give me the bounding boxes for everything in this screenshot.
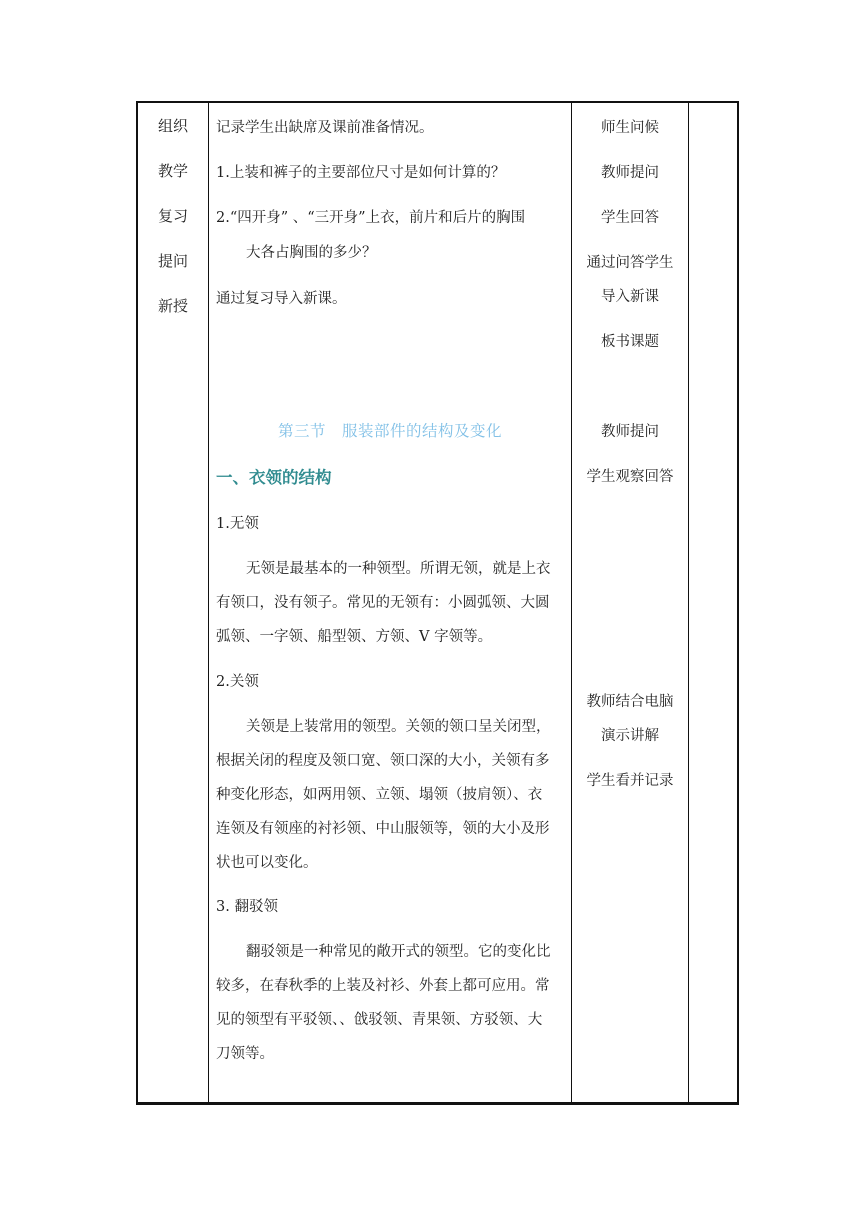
activity-label: 学生观察回答: [586, 469, 674, 485]
stage-label: 组织: [157, 117, 188, 135]
intro-line: 通过复习导入新课。: [216, 291, 347, 307]
question-2-cont: 大各占胸围的多少？: [246, 245, 377, 261]
column-divider: [688, 103, 689, 1102]
paragraph-line: 见的领型有平驳领、、戗驳领、青果领、方驳领、大: [216, 1012, 543, 1028]
paragraph-line: 根据关闭的程度及领口宽、领口深的大小，关领有多: [216, 753, 550, 769]
paragraph-line: 种变化形态，如两用领、立领、塌领（披肩领）、衣: [216, 787, 543, 803]
paragraph-line: 翻驳领是一种常见的敞开式的领型。它的变化比: [246, 944, 551, 960]
stage-label: 新授: [157, 297, 188, 315]
column-divider: [208, 103, 209, 1102]
activity-label: 导入新课: [601, 289, 659, 305]
activity-label: 板书课题: [601, 334, 659, 350]
activity-label: 演示讲解: [601, 728, 659, 744]
lesson-table: [136, 101, 739, 1105]
subheading-lapel-collar: 3. 翻驳领: [216, 899, 278, 915]
activity-label: 学生回答: [601, 210, 659, 226]
question-1: 1.上装和裤子的主要部位尺寸是如何计算的？: [216, 165, 506, 181]
activity-label: 教师提问: [601, 165, 659, 181]
question-2: 2.“四开身” 、“三开身”上衣，前片和后片的胸围: [216, 210, 526, 226]
stage-label: 教学: [157, 162, 188, 180]
paragraph-line: 无领是最基本的一种领型。所谓无领，就是上衣: [246, 561, 551, 577]
stage-label: 复习: [157, 207, 188, 225]
paragraph-line: 关领是上装常用的领型。关领的领口呈关闭型，: [246, 719, 551, 735]
paragraph-line: 较多，在春秋季的上装及衬衫、外套上都可应用。常: [216, 978, 550, 994]
activity-label: 学生看并记录: [586, 773, 674, 789]
paragraph-line: 连领及有领座的衬衫领、中山服领等，领的大小及形: [216, 821, 550, 837]
paragraph-line: 弧领、一字领、船型领、方领、V 字领等。: [216, 629, 493, 645]
paragraph-line: 有领口，没有领子。常见的无领有：小圆弧领、大圆: [216, 595, 550, 611]
stage-label: 提问: [157, 252, 188, 270]
subheading-no-collar: 1.无领: [216, 516, 259, 532]
activity-label: 教师结合电脑: [586, 694, 674, 710]
activity-label: 教师提问: [601, 424, 659, 440]
activity-label: 通过问答学生: [586, 255, 674, 271]
section-title: 第三节 服装部件的结构及变化: [277, 422, 502, 440]
activity-label: 师生问候: [601, 120, 659, 136]
content-line: 记录学生出缺席及课前准备情况。: [216, 120, 434, 136]
paragraph-line: 状也可以变化。: [216, 855, 318, 871]
subheading-closed-collar: 2.关领: [216, 674, 259, 690]
paragraph-line: 刀领等。: [216, 1046, 274, 1062]
heading-collar-structure: 一、衣领的结构: [216, 468, 332, 487]
